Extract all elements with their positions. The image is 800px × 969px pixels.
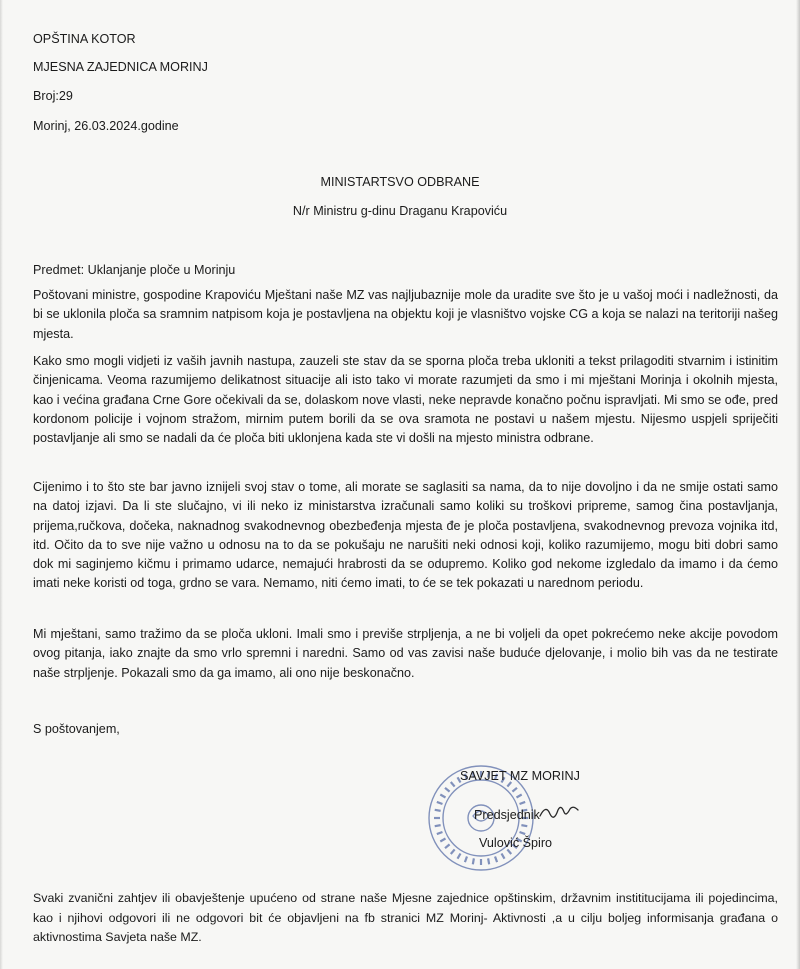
subject-line: Predmet: Uklanjanje ploče u Morinju [33, 263, 236, 277]
closing-salutation: S poštovanjem, [33, 722, 120, 736]
seal-ring-mark [512, 788, 517, 792]
seal-ring-mark [458, 854, 461, 859]
seal-ring-mark [445, 788, 450, 792]
seal-ring-mark [520, 832, 526, 834]
recipient-attention: N/r Ministru g-dinu Draganu Krapoviću [292, 204, 508, 218]
document-number: Broj:29 [33, 89, 73, 103]
seal-ring-mark [440, 839, 445, 842]
seal-ring-mark [520, 802, 526, 804]
seal-ring-mark [435, 825, 441, 826]
seal-ring-mark [440, 795, 445, 798]
municipality-name: OPŠTINA KOTOR [33, 32, 136, 46]
seal-ring-mark [502, 854, 505, 859]
body-paragraph-4: Mi mještani, samo tražimo da se ploča ukloni. Imali smo i previše strpljenja, a ne bi voljeli da opet pokrećemo neke akcije povodom ovog pitanja, iako znajte da smo vrlo spremni i naredni. Samo od vas zavisi naše buduće djelovanje, i molio bih vas da ne testirate naše strpljenje. Pokazali smo da ga imamo, ali ono nije beskonačno. [33, 627, 778, 680]
seal-ring-mark [517, 795, 522, 798]
signature-council: SAVJET MZ MORINJ [460, 769, 580, 783]
seal-ring-mark [521, 825, 527, 826]
body-paragraph-3: Cijenimo i to što ste bar javno iznijeli svoj stav o tome, ali morate se saglasiti sa nama, da to nije dovoljno i da ne smije ostati samo na datoj izjavi. Da li ste slučajno, vi ili neko iz ministarstva izračunali samo koliki su troškovi pripreme, samog čina postavljanja, prijema,ručkova, dočeka, naknadnog svakodnevnog obezbeđenja mjesta đe je ploča postavljena, svakodnevnog prevoza vojnika itd, itd. Očito da to sve nije važno u odnosu na to da se pokušaju ne narušiti neki odnosi koji, koliko razumijemo, mogu biti dobri samo dok mi saginjemo kičmu i primamo udarce, nemajući hrabrosti da se odupremo. Koliko god nekome izgledalo da imamo i da ćemo imati neke koristi od toga, grdno se vara. Nemamo, niti ćemo imati, to će se tek pokazati u narednom periodu. [33, 480, 778, 591]
page-right-edge-shadow [796, 0, 800, 969]
signature-name: Vulović Špiro [479, 836, 553, 850]
seal-ring-mark [473, 858, 474, 864]
seal-ring-mark [435, 810, 441, 811]
body-paragraph-2: Kako smo mogli vidjeti iz vaših javnih nastupa, zauzeli ste stav da se sporna ploča treba ukloniti a tekst prilagoditi stvarnim i istinitim činjenicama. Veoma razumijemo delikatnost situacije ali isto tako vi morate razumjeti da smo i mi mještani Morinja i okolnih mjesta, kao i većina građana Crne Gore očekivali da se, dolaskom nove vlasti, neke nepravde konačno počnu ispravljati. Mi smo se ođe, pred kordonom policije i vojnom stražom, mirnim putem borili da se ova sramota ne postavi u našem mjestu. Nijesmo uspjeli spriječiti postavljanje ali smo se nadali da će ploča biti uklonjena kada ste vi došli na mjesto ministra odbrane. [33, 354, 778, 446]
seal-ring-mark [437, 802, 443, 804]
seal-ring-mark [495, 857, 497, 863]
signature-role: Predsjednik [474, 808, 540, 822]
signature-block [425, 762, 605, 874]
handwritten-signature-icon [538, 802, 583, 824]
page-left-edge-shadow [0, 0, 3, 969]
seal-ring-mark [451, 782, 455, 787]
body-paragraph-1: Poštovani ministre, gospodine Krapoviću Mještani naše MZ vas najljubaznije mole da uradite sve što je u vašoj moći i nadležnosti, da bi se uklonila ploča sa sramnim natpisom koja je postavljena na objektu koji je vlasništvo vojske CG a koja se nalazi na teritoriji našeg mjesta. [33, 288, 778, 341]
place-and-date: Morinj, 26.03.2024.godine [33, 119, 179, 133]
community-name: MJESNA ZAJEDNICA MORINJ [33, 60, 208, 74]
seal-ring-mark [445, 844, 450, 848]
seal-ring-mark [451, 849, 455, 854]
recipient-ministry: MINISTARTSVO ODBRANE [320, 175, 480, 189]
footer-note: Svaki zvanični zahtjev ili obavještenje upućeno od strane naše Mjesne zajednice opštinskim, državnim instititucijama ili pojedincima, kao i njihovi odgovori ili ne odgovori bit će objavljeni na fb stranici MZ Morinj- Aktivnosti ,a u cilju boljeg informisanja građana o aktivnostima Savjeta naše MZ. [33, 891, 778, 944]
seal-ring-mark [488, 858, 489, 864]
seal-ring-mark [465, 857, 467, 863]
seal-ring-mark [437, 832, 443, 834]
